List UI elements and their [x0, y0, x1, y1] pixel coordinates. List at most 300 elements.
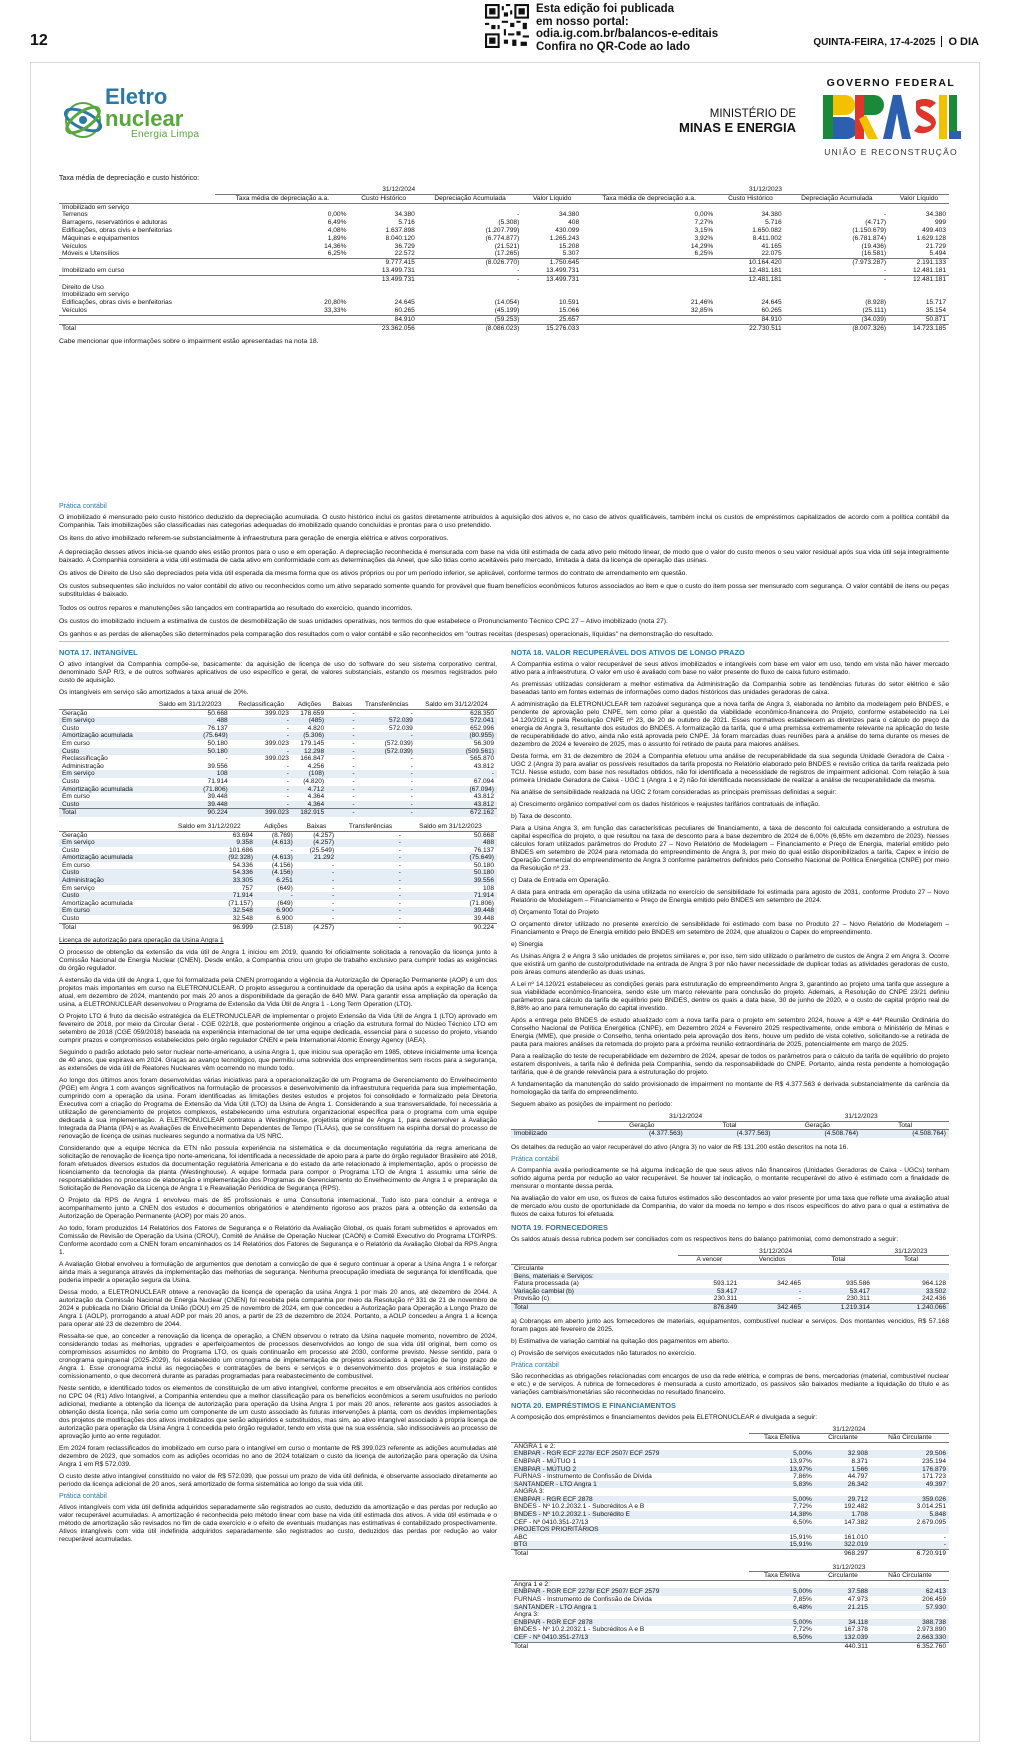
table-cell: -: [785, 275, 889, 283]
row-label: Total: [511, 1642, 749, 1650]
table-cell: -: [337, 923, 404, 931]
paragraph: A Companhia avalia periodicamente se há alguma indicação de que seus ativos não financeiros (Unidades Geradoras de Caixa - UGCs) tenham sofrido alguma perda por redução ao valor recuperável. Se houver tal indicação, o montante recuperável do ativo é estimado com a finalidade de mensurar o montante dessa perda.: [511, 1166, 949, 1190]
ministry-line2: MINAS E ENERGIA: [678, 120, 796, 135]
table-cell: [785, 203, 889, 211]
depreciation-section: [59, 175, 949, 347]
suppliers-table: [511, 1248, 949, 1312]
table-cell: 50.180: [150, 748, 231, 756]
paragraph: Os ganhos e as perdas de alienações são determinados pela comparação dos resultados com o valor contábil e são reconhecidos em "outras receitas (despesas) operacionais, líquidas" na demonstração do resultado.: [59, 631, 714, 639]
table-row: [59, 235, 949, 243]
table-cell: 108: [150, 770, 231, 778]
table-row: [511, 1303, 949, 1311]
paragraph: Na avaliação do valor em uso, os fluxos de caixa futuros estimados são descontados ao valor presente por uma taxa que reflete uma avaliação atual de mercado e/ou custo de oportunidade da Companhia, do valor da moeda no tempo e dos riscos específicos do ativo para o qual a estimativa de fluxos de caixa futuros foi efetuada.: [511, 1194, 949, 1218]
table-cell: 12.481.181: [889, 275, 949, 283]
financial-statement-ad: [30, 62, 980, 1742]
column-header: A vencer: [678, 1256, 740, 1265]
table-cell: 5,00%: [749, 1496, 815, 1504]
table-cell: -: [296, 907, 337, 915]
table-cell: 32.908: [815, 1450, 871, 1458]
table-cell: 399.023: [265, 739, 289, 747]
table-row: [511, 1619, 949, 1627]
table-cell: [349, 291, 417, 299]
table-cell: 12.481.181: [748, 266, 782, 274]
table-row: [59, 291, 949, 299]
table-cell: 33,33%: [324, 306, 347, 314]
paragraph: Ressalta-se que, ao conceder a renovação da licença de operação, a CNEN observou o retrato da Usina naquele momento, novembro de 2024, considerando todas as melhorias, upgrades e aperfeiçoamentos de processos desenvolvidos ao longo de sua vida útil original, bem como os compromissos assumidos no âmbito do Programa LTO, os quais continuarão em processo até 2030, conforme previsto. Nesse sentido, para o cronograma quinquenal (2025-2029), foi estabelecido um cronograma de implementação de projetos associados à operação de longo prazo de Angra 1. Esse cronograma inclui as negociações e contratações de bens e serviços e o desenvolvimento dos projetos e sua instalação e comissionamento, o que decorrerá durante as paradas programadas para reabastecimento de combustível.: [59, 1333, 497, 1381]
table-row: [59, 885, 497, 893]
table-cell: 499.403: [922, 226, 946, 234]
column-header: Reclassificação: [231, 701, 292, 709]
row-label: Amortização acumulada: [59, 732, 150, 740]
table-cell: (92.328): [163, 854, 256, 862]
table-cell: 964.128: [922, 1280, 946, 1288]
accounting-policy-block: [59, 503, 949, 644]
table-row: [511, 1526, 949, 1534]
table-cell: -: [798, 1295, 802, 1303]
table-cell: -: [337, 892, 404, 900]
table-cell: 5.848: [871, 1511, 949, 1519]
table-cell: (4.257): [313, 831, 335, 839]
table-row: [59, 732, 497, 740]
paragraph: A Lei nº 14.120/21 estabeleceu as condições gerais para estruturação do empreendimento Angra 3, garantindo ao projeto uma tarifa que assegure a sua viabilidade econômico-financeira, sendo este um marco relevante para conclusão do projeto. Ademais, a Resolução do CNPE 23/21 definiu parâmetros para cálculo da tarifa de equilíbrio pelo BNDES, dentre os quais a data base, 30 de junho de 2020, e o custo de capital próprio real de 8,88% ao ano para remuneração do capital investido.: [511, 981, 949, 1012]
gov-slogan: UNIÃO E RECONSTRUÇÃO: [824, 147, 958, 157]
intangible-table-2024: [59, 701, 497, 817]
row-label: ENBPAR - RGR ECF 2878: [511, 1496, 749, 1504]
table-cell: 132.039: [815, 1634, 871, 1642]
row-label: Amortização acumulada: [59, 786, 150, 794]
table-cell: -: [327, 770, 357, 778]
table-row: [511, 1295, 949, 1303]
table-cell: -: [296, 877, 337, 885]
loans-table-2024-body: [511, 1442, 949, 1557]
table-cell: 76.137: [207, 724, 228, 732]
table-cell: (4.613): [256, 839, 296, 847]
table-row: [59, 284, 949, 292]
table-cell: 342.465: [777, 1280, 802, 1288]
row-label: CEF - Nº 0410.351-27/13: [514, 1518, 589, 1526]
table-cell: -: [327, 801, 357, 809]
table-cell: [785, 284, 889, 292]
table-cell: 50.668: [207, 709, 228, 717]
row-label: ENBPAR - MÚTUO 2: [511, 1466, 749, 1474]
paragraph: A data para entrada em operação da usina utilizada no exercício de sensibilidade foi estimada para agosto de 2031, conforme Produto 27 – Novo Relatório de Modelagem – Financiamento e Preço de Energia emitido pelo BNDES em setembro de 2024.: [511, 889, 949, 904]
table-cell: [871, 1442, 949, 1450]
row-label: [59, 315, 215, 323]
row-label: Fatura processada (a): [514, 1280, 579, 1288]
row-label: Custo: [62, 846, 80, 854]
table-cell: [804, 1273, 873, 1281]
table-cell: 1.629.128: [916, 234, 946, 242]
table-cell: 968.297: [815, 1550, 871, 1558]
table-cell: [740, 1264, 804, 1272]
paragraph: A fundamentação da manutenção do saldo provisionado de impairment no montante de R$ 4.377.563 é derivada substancialmente da carência da homologação da tarifa do empreendimento.: [511, 1081, 949, 1096]
table-cell: 593.121: [713, 1280, 738, 1288]
impairment-table: [511, 1113, 949, 1138]
table-cell: 14,38%: [749, 1511, 815, 1519]
table-cell: 71.914: [404, 892, 497, 900]
row-label: Terrenos: [62, 211, 88, 219]
table-cell: 34.380: [394, 211, 415, 219]
column-header: Depreciação Acumulada: [418, 194, 522, 203]
paragraph: Após a entrega pelo BNDES de estudo atualizado com a nova tarifa para o projeto em setembro 2024, houve a 43ª e 44ª Reunião Ordinária do Conselho Nacional de Política Energética (CNPE), em Dezembro 2024 e Fevereiro 2025 respectivamente, onde embora o Ministério de Minas e Energia (MME), que preside o Conselho, tenha orientado pela aprovação dos itens, houve um pedido de vista coletivo, solicitando-se a retirada de pauta para maiores análises da retomada do projeto para a próxima reunião extraordinária de 2025, potencialmente em março de 2025.: [511, 1017, 949, 1048]
row-label: Em serviço: [59, 717, 150, 725]
column-header: Saldo em 31/12/2023: [150, 701, 231, 709]
table-row: [511, 1288, 949, 1296]
table-cell: -: [331, 915, 335, 923]
period-2024: 31/12/2024: [678, 1248, 872, 1256]
note19-policy: São reconhecidas as obrigações relacionadas com encargos de uso da rede elétrica, e compras de bens, mercadorias (material, combustível nuclear e etc.) e de serviços. A rubrica de fornecedores é mensurada a custo amortizado, os passivos são baixados mediante a liquidação do título e as variações cambiais/monetárias são reconhecidas no resultado financeiro.: [511, 1372, 949, 1396]
table-cell: 161.010: [844, 1533, 868, 1541]
table-cell: [749, 1526, 815, 1534]
table-cell: (19.436): [861, 242, 887, 250]
table-cell: -: [352, 762, 355, 770]
table-cell: 108: [482, 884, 494, 892]
table-header-row: [511, 1256, 949, 1265]
qr-code-icon[interactable]: [485, 4, 529, 48]
table-cell: (8.026.770): [418, 259, 522, 267]
paragraph: Dessa modo, a ELETRONUCLEAR obteve a renovação da licença de operação da usina Angra 1 por mais 20 anos, até dezembro de 2044. A autorização da Comissão Nacional de Energia Nuclear (CNEN) foi recebida pela companhia por meio da Resolução nº 331 de 21 de novembro de 2024 e publicada no Diário Oficial da União (DOU) em 25 de novembro de 2024, em que concedeu a Autorização para Operação a Longo Prazo de Angra 1 (AOLP), prorrogando a atual AOP por mais 20 anos, a partir de 23 de dezembro de 2024. Portanto, a AOLP concedeu a Angra 1 a licença para operar até 23 de dezembro de 2044.: [59, 1289, 497, 1329]
period-row: [59, 186, 949, 194]
table-cell: 440.311: [815, 1642, 871, 1650]
row-label: Geração: [62, 709, 88, 717]
table-cell: [418, 291, 522, 299]
row-label: Circulante: [514, 1264, 544, 1272]
table-cell: [582, 267, 716, 275]
issue-date: QUINTA-FEIRA, 17-4-2025: [813, 37, 936, 48]
table-cell: -: [231, 732, 292, 740]
column-header: [59, 823, 163, 831]
table-row: [59, 778, 497, 786]
table-row: [59, 809, 497, 817]
table-cell: 342.465: [740, 1303, 804, 1311]
table-cell: 29.712: [815, 1496, 871, 1504]
table-cell: (5.306): [292, 732, 327, 740]
note17-policy: Ativos intangíveis com vida útil definida adquiridos separadamente são registrados ao custo, deduzido da amortização e das perdas por redução ao valor recuperável acumuladas. A amortização é reconhecida pelo método linear com base na vida útil estimada dos ativos. A vida útil estimada e o método de amortização são revisados no fim de cada exercício e o efeito de eventuais mudanças nas estimativas é contabilizado prospectivamente. Ativos intangíveis com vida útil indefinida adquiridos separadamente são registrados ao custo, deduzidos das perdas por redução ao valor recuperável acumuladas.: [59, 1504, 497, 1544]
page-number: 12: [30, 32, 48, 49]
period-2024: 31/12/2024: [215, 186, 582, 194]
newspaper-name: O DIA: [948, 36, 979, 48]
table-cell: 10.164.420: [716, 259, 784, 267]
table-cell: 4.820: [307, 724, 325, 732]
table-cell: 9.358: [163, 839, 256, 847]
paragraph: Na análise de sensibilidade realizada na UGC 2 foram consideradas as principais premissas definidas a seguir:: [511, 789, 837, 796]
table-cell: -: [410, 709, 413, 717]
policy-paragraphs: [59, 514, 949, 639]
row-label: FURNAS - Instrumento de Confissão de Dívida: [514, 1473, 652, 1481]
table-row: [511, 1634, 949, 1642]
column-header: Circulante: [815, 1572, 871, 1581]
note18-after-table: Os detalhes da redução ao valor recuperável do ativo (Angra 3) no valor de R$ 131.200 estão descritos na nota 16.: [511, 1143, 849, 1151]
row-label: Custo: [59, 801, 150, 809]
paragraph: O Projeto da RPS de Angra 1 envolveu mais de 85 profissionais e uma Consultoria internacional. Tudo isto para concluir a entrega e acompanhamento junto a CNEN dos estudos e documentos obrigatórios e atendimento rigoroso aos prazos para a obtenção da extensão da Autorização de Operação Permanente (AOP) por mais 20 anos.: [59, 1197, 497, 1221]
table-cell: 54.336: [232, 861, 253, 869]
row-label: Total: [59, 923, 163, 931]
table-cell: -: [231, 801, 292, 809]
table-cell: [349, 203, 417, 211]
column-header: Saldo em 31/12/2022: [163, 823, 256, 831]
column-header: Saldo em 31/12/2024: [416, 701, 497, 709]
column-header: Valor Líquido: [889, 194, 949, 203]
table-cell: 1.566: [815, 1466, 871, 1474]
table-cell: (5.308): [498, 219, 520, 227]
row-label: ENBPAR - MÚTUO 1: [514, 1457, 577, 1465]
table-cell: 34.380: [761, 211, 782, 219]
impairment-reference: Cabe mencionar que informações sobre o impairment estão apresentadas na nota 18.: [59, 338, 319, 346]
table-cell: (2.518): [256, 923, 296, 931]
column-header: Vencidos: [740, 1256, 804, 1265]
logo-line2: nuclear: [105, 106, 184, 131]
table-cell: [889, 291, 949, 299]
table-cell: -: [883, 211, 887, 219]
table-cell: 84.910: [349, 315, 417, 323]
table-cell: 57.930: [871, 1604, 949, 1612]
paragraph: Os custos subsequentes são incluídos no valor contábil do ativo ou reconhecidos como um ativo separado somente quando for provável que fluam benefícios econômicos futuros associados ao item e que o custo do item possa ser mensurado com segurança. O valor contábil de itens ou peças substituídas é baixado.: [59, 583, 949, 599]
table-cell: 935.586: [846, 1280, 870, 1288]
dateline: [813, 36, 979, 48]
column-header: Adições: [256, 823, 296, 831]
row-label: [59, 275, 215, 283]
table-cell: 1,89%: [327, 234, 347, 242]
table-cell: 56.309: [473, 739, 494, 747]
table-cell: 399.023: [231, 809, 292, 817]
qr-caption-url[interactable]: odia.ig.com.br/balancos-e-editais: [536, 28, 719, 40]
table-cell: [749, 1611, 815, 1619]
row-label: Máquinas e equipamentos: [62, 234, 140, 242]
table-cell: -: [327, 732, 357, 740]
table-cell: 35.154: [925, 306, 946, 314]
table-row: [59, 227, 949, 235]
table-cell: -: [352, 739, 355, 747]
row-label: Em curso: [62, 861, 90, 869]
table-cell: 1.265.243: [549, 234, 580, 242]
table-cell: [785, 291, 889, 299]
column-header: [511, 1572, 749, 1581]
table-cell: [740, 1273, 804, 1281]
table-cell: 176.879: [871, 1466, 949, 1474]
paragraph: O orçamento diretor utilizado no presente exercício de sensibilidade foi estimado com base no Produto 27 – Novo Relatório de Modelagem – Financiamento e Preço de Energia emitido pelo BNDES em setembro de 2024, que atualizou o Capex do empreendimento.: [511, 921, 949, 936]
table-row: [59, 755, 497, 763]
policy-label: Prática contábil: [59, 503, 107, 510]
table-cell: [215, 267, 349, 275]
table-cell: 36.729: [394, 242, 415, 250]
table-row: [59, 763, 497, 771]
table-cell: 39.448: [404, 907, 497, 915]
table-cell: 399.023: [265, 755, 289, 763]
table-cell: [889, 284, 949, 292]
table-cell: 3,92%: [694, 234, 714, 242]
table-cell: 62.413: [871, 1588, 949, 1596]
row-label: Em curso: [62, 739, 90, 747]
ministry-name: [651, 107, 796, 135]
table-row: [59, 801, 497, 809]
table-cell: (1.150.679): [852, 226, 887, 234]
table-cell: 50.668: [473, 831, 494, 839]
table-cell: 6.352.760: [871, 1642, 949, 1650]
table-cell: 24.645: [761, 299, 782, 307]
table-cell: (108): [292, 770, 327, 778]
table-cell: 90.224: [404, 923, 497, 931]
paragraph: O Projeto LTO é fruto da decisão estratégica da ELETRONUCLEAR de implementar o projeto Extensão da Vida Útil de Angra 1 (LTO) aprovado em fevereiro de 2018, por meio da Circular Geral - CGE 022/18, que posteriormente originou a criação da estrutura formal do Núcleo Técnico LTO em setembro de 2018 (CGE 059/2018) baseada na experiência internacional de ter uma equipe dedicada, essencial para o sucesso do projeto, visando cumprir prazos e compromissos estabelecidos pelo órgão regulador CNEN e pela International Atomic Energy Agency (IAEA).: [59, 1013, 497, 1045]
table-cell: 876.849: [678, 1303, 740, 1311]
row-label: Em curso: [59, 907, 163, 915]
row-label: [59, 259, 215, 267]
table-cell: -: [358, 732, 416, 740]
row-label: Em serviço: [59, 770, 150, 778]
period-spacer: [59, 186, 215, 194]
table-row: [59, 267, 949, 275]
row-label: Em curso: [62, 793, 90, 801]
table-cell: 9.777.415: [349, 259, 417, 267]
table-cell: 999: [934, 219, 946, 227]
paragraph: b) Estimativa de variação cambial na quitação dos pagamentos em aberto.: [511, 1337, 730, 1345]
table-row: [511, 1473, 949, 1481]
table-cell: [582, 275, 716, 283]
column-header: [59, 194, 215, 203]
period-2023: 31/12/2023: [582, 186, 949, 194]
column-header: Baixas: [327, 701, 357, 709]
table-row: [59, 831, 497, 839]
column-header: Não Circulante: [871, 1434, 949, 1443]
period-2024: 31/12/2024: [598, 1113, 774, 1121]
paragraph: Todos os outros reparos e manutenções são lançados em contrapartida ao resultado do exercício, quando incorridos.: [59, 604, 413, 612]
table-cell: 430.099: [555, 226, 580, 234]
table-cell: 101.686: [229, 846, 253, 854]
table-row: [59, 243, 949, 251]
column-header: Transferências: [358, 701, 416, 709]
table-cell: (649): [277, 884, 293, 892]
table-cell: 628.350: [470, 709, 494, 717]
table-cell: 15.066: [558, 306, 580, 314]
table-cell: 4.712: [292, 786, 327, 794]
row-label: BNDES - Nº 10.2.2032.1 - Subcréditos A e B: [514, 1503, 645, 1511]
table-cell: 60.265: [761, 306, 782, 314]
table-cell: -: [337, 839, 404, 847]
table-row: [511, 1496, 949, 1504]
table-cell: 37.588: [815, 1588, 871, 1596]
table-cell: 5.716: [765, 219, 782, 227]
intangible-table-2024-body: [59, 709, 497, 817]
table-cell: 1.650.082: [752, 226, 782, 234]
table-cell: (4.156): [271, 861, 293, 869]
table-row: [511, 1550, 949, 1558]
table-cell: -: [337, 869, 404, 877]
table-cell: 488: [404, 839, 497, 847]
table-cell: 206.459: [922, 1596, 946, 1603]
table-cell: 5.716: [398, 219, 415, 227]
table-cell: 230.311: [846, 1295, 870, 1303]
row-label: Veículos: [62, 242, 87, 250]
depreciation-table-body: [59, 203, 949, 332]
table-cell: 25.657: [522, 315, 582, 323]
table-cell: [418, 284, 522, 292]
table-cell: [522, 284, 582, 292]
table-cell: (6.781.874): [852, 234, 887, 242]
table-header-row: [59, 701, 497, 709]
table-row: [511, 1503, 949, 1511]
paragraph: Os custos do imobilizado incluem a estimativa de custos de desmobilização de suas unidades operativas, nos termos do que estabelece o Pronunciamento Técnico CPC 27 – Ativo imobilizado (nota 27).: [59, 617, 668, 625]
table-cell: 12.481.181: [912, 266, 946, 274]
table-cell: [716, 291, 784, 299]
table-cell: -: [337, 877, 404, 885]
table-cell: (34.039): [785, 315, 889, 323]
table-cell: 63.694: [232, 831, 253, 839]
column-header: Transferências: [337, 823, 404, 831]
column-header: Taxa Efetiva: [749, 1572, 815, 1581]
table-cell: [215, 324, 349, 332]
table-cell: 4.364: [307, 793, 325, 801]
table-cell: -: [337, 907, 404, 915]
row-label: Amortização acumulada: [59, 854, 163, 862]
table-cell: [418, 203, 522, 211]
period-spacer: [511, 1113, 598, 1121]
table-cell: (21.521): [494, 242, 520, 250]
table-cell: 230.311: [713, 1295, 738, 1303]
paragraph: Seguem abaixo as posições de impairment no período:: [511, 1101, 673, 1108]
table-row: [59, 923, 497, 931]
table-header-row: [511, 1434, 949, 1443]
table-cell: [871, 1488, 949, 1496]
table-header-row: [511, 1121, 949, 1130]
table-header-row: [59, 194, 949, 203]
table-row: [59, 770, 497, 778]
table-cell: -: [327, 717, 357, 725]
table-cell: 2.973.890: [916, 1626, 946, 1634]
row-label: Em serviço: [62, 884, 95, 892]
table-cell: [815, 1611, 871, 1619]
table-row: [511, 1596, 949, 1604]
note19-footnotes: [511, 1318, 949, 1358]
column-header: Baixas: [296, 823, 337, 831]
suppliers-table-body: [511, 1264, 949, 1311]
table-cell: [215, 291, 349, 299]
table-row: [511, 1534, 949, 1542]
table-cell: -: [286, 793, 289, 801]
row-label: Direito de Uso: [62, 283, 104, 291]
table-cell: 15.717: [925, 299, 946, 307]
table-cell: -: [410, 793, 413, 801]
table-cell: 388.738: [871, 1619, 949, 1627]
table-cell: (8.769): [271, 831, 293, 839]
table-cell: -: [740, 1288, 804, 1296]
table-cell: [215, 203, 349, 211]
table-cell: -: [327, 809, 357, 817]
table-cell: 23.362.056: [349, 324, 417, 332]
table-row: [59, 907, 497, 915]
note17-intro: O ativo intangível da Companhia compõe-se, basicamente: da aquisição de licença de uso do software do seu sistema corporativo central, denominado SAP R/3, e de outros softwares aplicativos de uso específico e geral, de valores substanciais, estando os mesmos registrados pelo custo de aquisição.: [59, 661, 497, 684]
table-cell: 572.041: [416, 717, 497, 725]
table-cell: -: [352, 793, 355, 801]
note20-intro: A composição dos empréstimos e financiamentos devidos pela ELETRONUCLEAR é divulgada a seguir:: [511, 1413, 818, 1421]
table-cell: (4.613): [256, 854, 296, 862]
table-cell: 13.499.731: [349, 275, 417, 283]
table-cell: -: [871, 1541, 949, 1549]
row-label: BNDES - Nº 10.2.2032.1 - Subcrédito E: [511, 1511, 749, 1519]
table-cell: [215, 259, 349, 267]
table-cell: -: [358, 801, 416, 809]
table-cell: -: [352, 755, 355, 763]
table-cell: 3,15%: [694, 226, 714, 234]
table-cell: 50.871: [889, 315, 949, 323]
table-cell: [582, 284, 716, 292]
row-label: BNDES - Nº 10.2.2032.1 - Subcréditos A e B: [514, 1626, 645, 1634]
table-cell: 33.502: [873, 1288, 949, 1296]
table-cell: 6,50%: [793, 1518, 812, 1526]
table-cell: 43.812: [473, 793, 494, 801]
table-row: [59, 740, 497, 748]
table-cell: (75.649): [404, 854, 497, 862]
row-label: Administração: [62, 762, 104, 770]
table-row: [511, 1626, 949, 1634]
